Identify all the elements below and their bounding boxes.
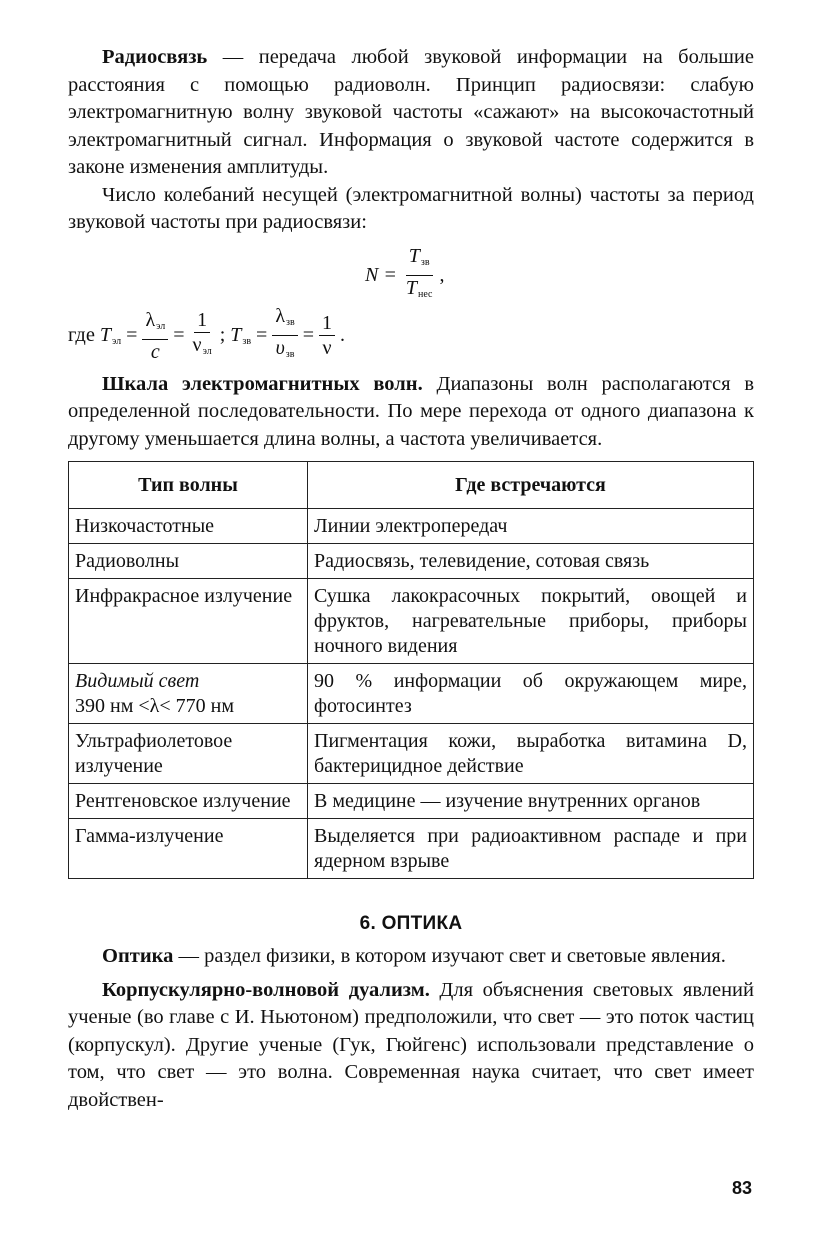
term-optics: Оптика xyxy=(102,945,174,967)
formula-lambda2-sub: зв xyxy=(286,317,295,328)
formula-t2-sub: зв xyxy=(242,336,252,347)
term-dualism: Корпускулярно-волновой дуализм. xyxy=(102,978,430,1001)
table-header-row xyxy=(69,462,754,509)
table-cell-type: Ультрафиолетовое излучение xyxy=(69,724,308,784)
formula-eq-2: = xyxy=(173,324,185,346)
formula-lambda1-sub: эл xyxy=(156,320,166,332)
formula-fraction-lambda-v xyxy=(272,305,297,366)
paragraph-count: Число колебаний несущей (электромагнитной волны) частоты за период звуковой частоты при радиосвязи: xyxy=(68,183,754,233)
paragraph-dualism xyxy=(68,977,754,1115)
formula-n-den-sub: нес xyxy=(417,288,433,300)
table-cell-type-range: 390 нм <λ< 770 нм xyxy=(75,695,234,717)
table-cell-where: Линии электропередач xyxy=(308,509,754,544)
formula-t2: T xyxy=(230,324,242,346)
formula-v-sub: зв xyxy=(285,349,295,360)
table-cell-where: Пигментация кожи, выработка витамина D, бактерицидное действие xyxy=(308,724,754,784)
paragraph-scale xyxy=(68,371,754,454)
table-cell-type: Радиоволны xyxy=(69,544,308,579)
formula-nu2: ν xyxy=(322,337,332,359)
table-row xyxy=(69,784,754,819)
table-cell-type: Гамма-излучение xyxy=(69,819,308,879)
formula-where-label: где xyxy=(68,324,95,346)
formula-n-lhs: N = xyxy=(365,263,397,286)
section-title: 6. ОПТИКА xyxy=(359,913,463,934)
formula-eq-3: = xyxy=(256,324,268,346)
formula-nu1-sub: эл xyxy=(202,345,212,357)
formula-lambda1: λ xyxy=(145,308,156,331)
formula-n xyxy=(68,243,754,307)
table-cell-type: Низкочастотные xyxy=(69,509,308,544)
waves-table xyxy=(68,461,754,879)
formula-sep: ; xyxy=(219,324,226,346)
formula-one-2: 1 xyxy=(321,312,332,334)
paragraph-radio xyxy=(68,44,754,182)
formula-n-tail: , xyxy=(439,263,445,286)
formula-fraction-one-nu2 xyxy=(319,312,335,359)
table-cell-where: Выделяется при радиоактивном распаде и при ядерном взрыве xyxy=(308,819,754,879)
formula-t1: T xyxy=(99,324,112,346)
formula-v: υ xyxy=(275,337,285,359)
table-row xyxy=(69,664,754,724)
formula-fraction-lambda-c xyxy=(142,309,168,363)
paragraph-optics-text: — раздел физики, в котором изучают свет и световые явления. xyxy=(173,945,726,967)
formula-c: c xyxy=(150,340,160,363)
paragraph-optics xyxy=(68,943,754,971)
table-cell-where: 90 % информации об окружающем мире, фотосинтез xyxy=(308,664,754,724)
page-number: 83 xyxy=(731,1178,752,1198)
table-row xyxy=(69,724,754,784)
formula-one-1: 1 xyxy=(197,308,208,331)
formula-end: . xyxy=(339,324,345,346)
paragraph-dualism-text: Для объяснения световых явлений ученые (во главе с И. Ньютоном) предположили, что свет — это поток частиц (корпускул). Другие ученые (Гук, Гюйгенс) использовали представление о том, что свет — это волна. Современная наука считает, что свет имеет двойствен- xyxy=(68,978,754,1111)
formula-n-num-sub: зв xyxy=(420,256,430,268)
table-row xyxy=(69,509,754,544)
formula-n-den: T xyxy=(405,276,417,299)
page-content xyxy=(68,44,754,1114)
formula-eq-4: = xyxy=(302,324,314,346)
formula-nu1: ν xyxy=(192,333,202,356)
table-cell-where: Сушка лакокрасочных покрытий, овощей и фруктов, нагревательные приборы, приборы ночного видения xyxy=(308,579,754,664)
table-row xyxy=(69,579,754,664)
table-cell-where: В медицине — изучение внутренних органов xyxy=(308,784,754,819)
formula-n-fraction xyxy=(403,245,436,306)
paragraph-radio-text: — передача любой звуковой информации на большие расстояния с помощью радиоволн. Принцип радиосвязи: слабую электромагнитную волну звуковой частоты «сажают» на высокочастотный электромагнитный сигнал. Информация о звуковой частоте содержится в законе изменения амплитуды. xyxy=(68,46,754,178)
table-cell-type xyxy=(69,664,308,724)
formula-n-num: T xyxy=(408,244,420,267)
table-cell-type-visible-light: Видимый свет xyxy=(75,670,200,692)
formula-where xyxy=(68,307,754,365)
formula-eq-1: = xyxy=(126,324,138,346)
formula-t1-sub: эл xyxy=(112,336,122,347)
term-radio: Радиосвязь xyxy=(102,46,208,68)
table-cell-where: Радиосвязь, телевидение, сотовая связь xyxy=(308,544,754,579)
paragraph-scale-text: Диапазоны волн располагаются в определенной последовательности. По мере перехода от одного диапазона к другому уменьшается длина волны, а частота увеличивается. xyxy=(68,372,754,450)
formula-lambda2: λ xyxy=(275,305,286,327)
table-header-type: Тип волны xyxy=(69,462,308,509)
table-cell-type: Рентгеновское излучение xyxy=(69,784,308,819)
formula-fraction-one-nu1 xyxy=(190,309,215,363)
term-scale: Шкала электромагнитных волн. xyxy=(102,372,423,395)
table-row xyxy=(69,544,754,579)
table-header-where: Где встречаются xyxy=(308,462,754,509)
table-cell-type: Инфракрасное излучение xyxy=(69,579,308,664)
table-row xyxy=(69,819,754,879)
